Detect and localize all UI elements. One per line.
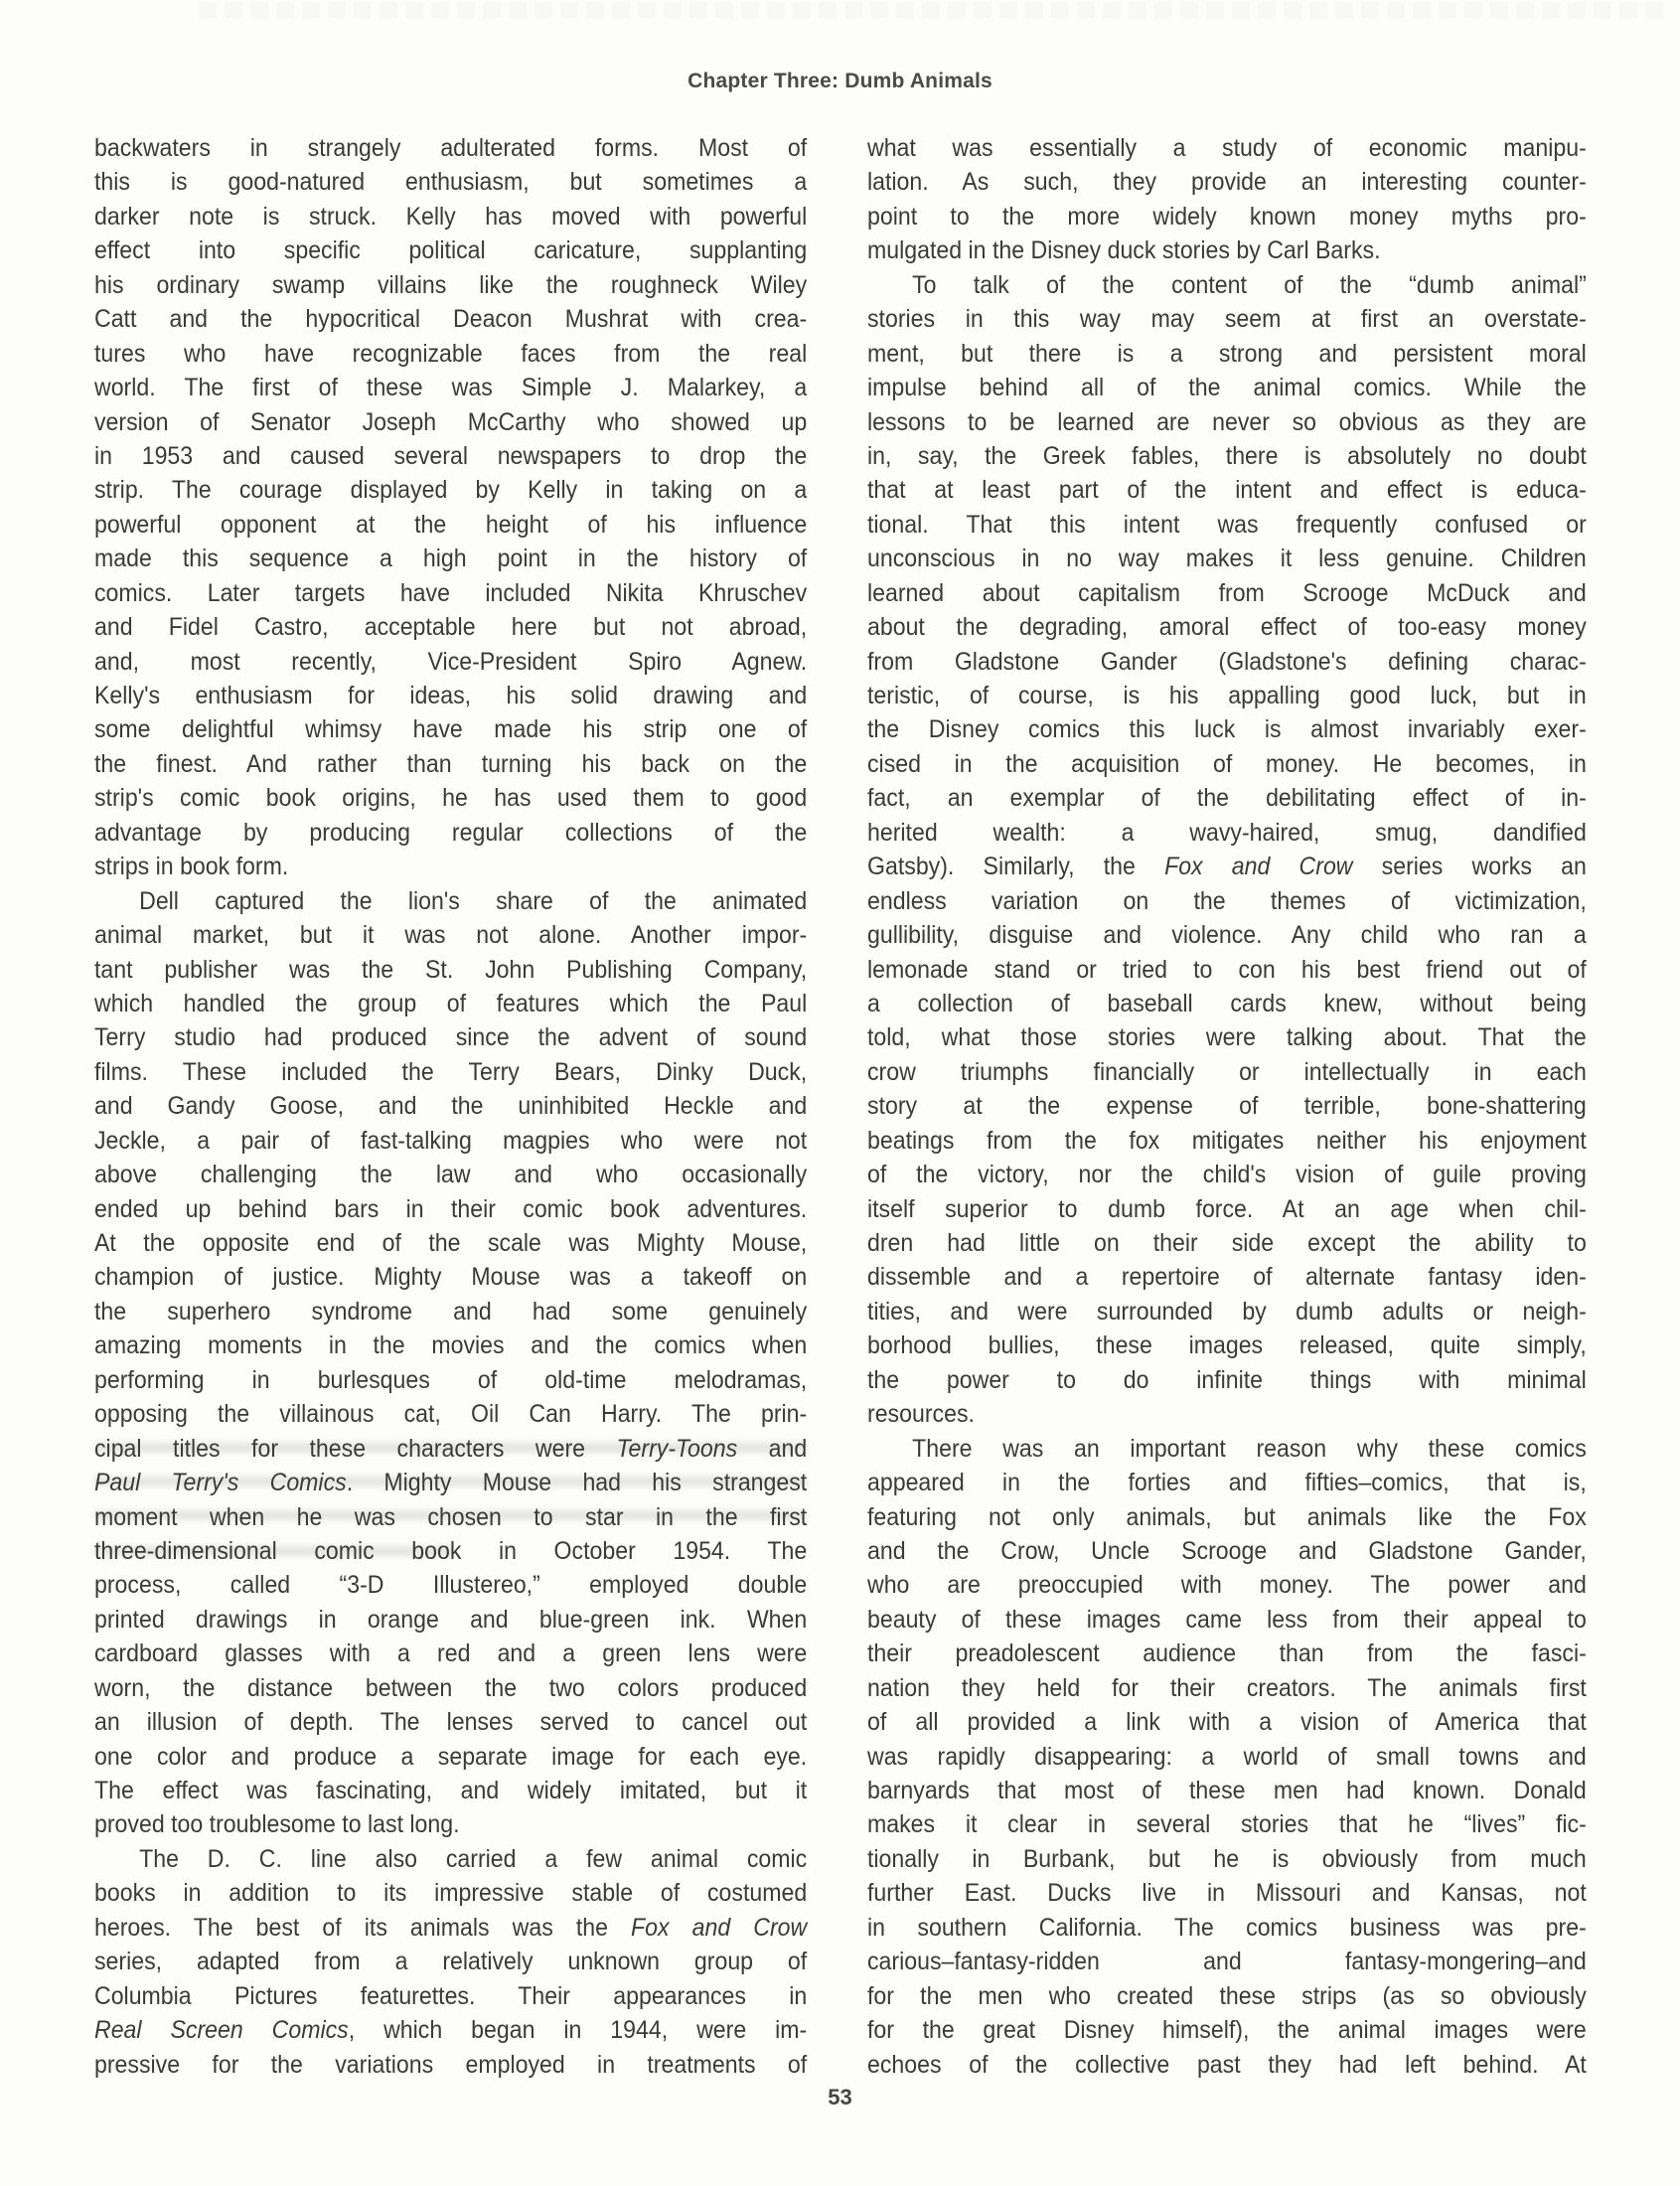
text-line: one color and produce a separate image for each eye. — [94, 1743, 808, 1771]
text-line: mulgated in the Disney duck stories by Carl Barks. — [867, 237, 1381, 265]
text-line: a collection of baseball cards knew, without being — [867, 990, 1587, 1017]
text-line: beauty of these images came less from their appeal to — [867, 1606, 1587, 1634]
text-line: fact, an exemplar of the debilitating effect of in- — [867, 785, 1587, 813]
text-line: appeared in the forties and fifties–comics, that is, — [867, 1470, 1587, 1497]
text-line: films. These included the Terry Bears, Dinky Duck, — [94, 1058, 808, 1086]
text-line: and Gandy Goose, and the uninhibited Heckle and — [94, 1093, 808, 1121]
text-line: heroes. The best of its animals was the Fox and Crow — [94, 1914, 808, 1942]
text-line: the power to do infinite things with minimal — [867, 1366, 1587, 1394]
text-line: echoes of the collective past they had left behind. At — [867, 2051, 1587, 2079]
italic-title: Paul Terry's Comics — [94, 1470, 347, 1497]
text-line: for the great Disney himself), the animal images were — [867, 2017, 1587, 2045]
text-line: featuring not only animals, but animals like the Fox — [867, 1503, 1587, 1531]
text-line: told, what those stories were talking about. That the — [867, 1024, 1587, 1052]
text-line: this is good-natured enthusiasm, but sometimes a — [94, 169, 808, 197]
text-line: in 1953 and caused several newspapers to drop the — [94, 442, 808, 470]
text-line: effect into specific political caricature, supplanting — [94, 237, 808, 265]
text-line: resources. — [867, 1401, 975, 1429]
text-line: strip's comic book origins, he has used them to good — [94, 785, 808, 813]
text-column-left — [94, 132, 807, 2083]
text-line: of all provided a link with a vision of America that — [867, 1709, 1587, 1737]
text-line: which handled the group of features which the Paul — [94, 990, 808, 1017]
text-line: Dell captured the lion's share of the animated — [139, 887, 808, 915]
text-line: lessons to be learned are never so obvious as they are — [867, 408, 1587, 436]
text-line: powerful opponent at the height of his influence — [94, 511, 808, 539]
text-line: pressive for the variations employed in treatments of — [94, 2051, 808, 2079]
text-line: tionally in Burbank, but he is obviously from much — [867, 1845, 1587, 1873]
text-line: his ordinary swamp villains like the roughneck Wiley — [94, 271, 808, 299]
text-line: in, say, the Greek fables, there is absolutely no doubt — [867, 442, 1587, 470]
text-line: barnyards that most of these men had known. Donald — [867, 1778, 1587, 1804]
running-head: Chapter Three: Dumb Animals — [687, 70, 993, 92]
text-line: tities, and were surrounded by dumb adults or neigh- — [867, 1298, 1587, 1326]
text-line: performing in burlesques of old-time melodramas, — [94, 1366, 808, 1394]
text-line: Gatsby). Similarly, the Fox and Crow series works an — [867, 854, 1587, 881]
text-line: backwaters in strangely adulterated forms. Most of — [94, 135, 808, 162]
text-line: three-dimensional comic book in October 1954. The — [94, 1537, 808, 1565]
text-line: animal market, but it was not alone. Another impor- — [94, 922, 808, 950]
text-line: amazing moments in the movies and the comics when — [94, 1332, 808, 1360]
text-line: for the men who created these strips (as so obviously — [867, 1982, 1587, 2010]
text-line: of the victory, nor the child's vision of guile proving — [867, 1162, 1587, 1189]
text-line: further East. Ducks live in Missouri and Kansas, not — [867, 1880, 1587, 1908]
text-line: learned about capitalism from Scrooge McDuck and — [867, 579, 1587, 607]
text-line: version of Senator Joseph McCarthy who showed up — [94, 408, 808, 436]
text-line: ended up behind bars in their comic book adventures. — [94, 1195, 808, 1223]
italic-title: Real Screen Comics — [94, 2017, 349, 2045]
text-line: teristic, of course, is his appalling good luck, but in — [867, 683, 1587, 709]
text-line: The D. C. line also carried a few animal comic — [139, 1845, 808, 1873]
text-line: At the opposite end of the scale was Mighty Mouse, — [94, 1230, 808, 1257]
text-line: To talk of the content of the “dumb animal” — [912, 271, 1587, 299]
text-line: tional. That this intent was frequently confused or — [867, 511, 1587, 539]
text-line: their preadolescent audience than from the fasci- — [867, 1640, 1587, 1668]
text-line: nation they held for their creators. The animals first — [867, 1674, 1587, 1702]
text-line: There was an important reason why these comics — [912, 1435, 1587, 1463]
text-line: advantage by producing regular collections of the — [94, 819, 808, 847]
text-line: Real Screen Comics, which began in 1944, were im- — [94, 2017, 808, 2045]
text-line: series, adapted from a relatively unknown group of — [94, 1949, 808, 1976]
text-line: strips in book form. — [94, 854, 289, 881]
text-line: itself superior to dumb force. At an age when chil- — [867, 1195, 1587, 1223]
text-line: Jeckle, a pair of fast-talking magpies who were not — [94, 1127, 808, 1155]
text-line: Paul Terry's Comics. Mighty Mouse had his strangest — [94, 1470, 808, 1497]
text-line: dissemble and a repertoire of alternate fantasy iden- — [867, 1264, 1587, 1292]
text-line: story at the expense of terrible, bone-shattering — [867, 1093, 1587, 1121]
text-line: herited wealth: a wavy-haired, smug, dandified — [867, 819, 1587, 847]
text-line: what was essentially a study of economic manipu- — [867, 135, 1587, 162]
text-line: the superhero syndrome and had some genuinely — [94, 1298, 808, 1326]
text-column-right — [867, 132, 1587, 2083]
text-line: made this sequence a high point in the history of — [94, 546, 808, 573]
text-line: the Disney comics this luck is almost invariably exer- — [867, 716, 1587, 744]
text-line: printed drawings in orange and blue-green ink. When — [94, 1606, 808, 1634]
text-line: tures who have recognizable faces from the real — [94, 340, 808, 368]
text-line: cised in the acquisition of money. He becomes, in — [867, 750, 1587, 778]
text-line: about the degrading, amoral effect of too-easy money — [867, 614, 1587, 642]
text-line: carious–fantasy-ridden and fantasy-mongering–and — [867, 1949, 1587, 1976]
page-number: 53 — [828, 2085, 852, 2109]
text-line: stories in this way may seem at first an overstate- — [867, 306, 1587, 334]
text-line: borhood bullies, these images released, quite simply, — [867, 1332, 1587, 1360]
text-line: cardboard glasses with a red and a green lens were — [94, 1640, 808, 1668]
text-line: impulse behind all of the animal comics. While the — [867, 375, 1587, 402]
text-line: cipal titles for these characters were Terry-Toons and — [94, 1435, 808, 1463]
text-line: endless variation on the themes of victimization, — [867, 887, 1587, 915]
italic-title: Terry-Toons — [616, 1435, 738, 1463]
text-line: moment when he was chosen to star in the first — [94, 1503, 808, 1531]
text-line: darker note is struck. Kelly has moved with powerful — [94, 203, 808, 231]
text-line: dren had little on their side except the ability to — [867, 1230, 1587, 1257]
text-line: gullibility, disguise and violence. Any child who ran a — [867, 922, 1587, 950]
text-line: and the Crow, Uncle Scrooge and Gladstone Gander, — [867, 1537, 1587, 1565]
text-line: worn, the distance between the two colors produced — [94, 1674, 808, 1702]
text-line: champion of justice. Mighty Mouse was a takeoff on — [94, 1264, 808, 1292]
text-line: was rapidly disappearing: a world of small towns and — [867, 1743, 1587, 1771]
text-line: makes it clear in several stories that he “lives” fic- — [867, 1811, 1587, 1839]
text-line: and, most recently, Vice-President Spiro Agnew. — [94, 648, 808, 676]
show-through-text — [199, 2, 1669, 18]
text-line: ment, but there is a strong and persistent moral — [867, 340, 1587, 368]
text-line: who are preoccupied with money. The power and — [867, 1572, 1587, 1600]
text-line: Terry studio had produced since the advent of sound — [94, 1024, 808, 1052]
text-line: and Fidel Castro, acceptable here but not abroad, — [94, 614, 808, 642]
text-line: beatings from the fox mitigates neither his enjoyment — [867, 1127, 1587, 1155]
text-line: books in addition to its impressive stable of costumed — [94, 1880, 808, 1908]
text-line: unconscious in no way makes it less genuine. Children — [867, 546, 1587, 573]
text-line: in southern California. The comics business was pre- — [867, 1914, 1587, 1942]
italic-title: Fox and Crow — [631, 1914, 808, 1942]
text-line: crow triumphs financially or intellectually in each — [867, 1058, 1587, 1086]
text-line: tant publisher was the St. John Publishing Company, — [94, 956, 808, 984]
text-line: the finest. And rather than turning his back on the — [94, 750, 808, 778]
text-line: Kelly's enthusiasm for ideas, his solid drawing and — [94, 683, 808, 709]
text-line: strip. The courage displayed by Kelly in taking on a — [94, 477, 808, 505]
text-line: from Gladstone Gander (Gladstone's defining charac- — [867, 648, 1587, 676]
text-line: comics. Later targets have included Nikita Khruschev — [94, 579, 808, 607]
text-line: Catt and the hypocritical Deacon Mushrat with crea- — [94, 306, 808, 334]
text-line: lemonade stand or tried to con his best friend out of — [867, 956, 1587, 984]
text-line: an illusion of depth. The lenses served to cancel out — [94, 1709, 808, 1737]
text-line: above challenging the law and who occasionally — [94, 1162, 808, 1189]
text-line: opposing the villainous cat, Oil Can Harry. The prin- — [94, 1401, 808, 1429]
text-line: Columbia Pictures featurettes. Their appearances in — [94, 1982, 808, 2010]
italic-title: Fox and Crow — [1164, 854, 1353, 881]
text-line: some delightful whimsy have made his strip one of — [94, 716, 808, 744]
text-line: lation. As such, they provide an interesting counter- — [867, 169, 1587, 197]
text-line: world. The first of these was Simple J. Malarkey, a — [94, 375, 808, 402]
text-line: proved too troublesome to last long. — [94, 1811, 460, 1839]
text-line: point to the more widely known money myths pro- — [867, 203, 1587, 231]
text-line: that at least part of the intent and effect is educa- — [867, 477, 1587, 505]
text-line: The effect was fascinating, and widely imitated, but it — [94, 1778, 808, 1804]
text-line: process, called “3-D Illustereo,” employed double — [94, 1572, 808, 1600]
